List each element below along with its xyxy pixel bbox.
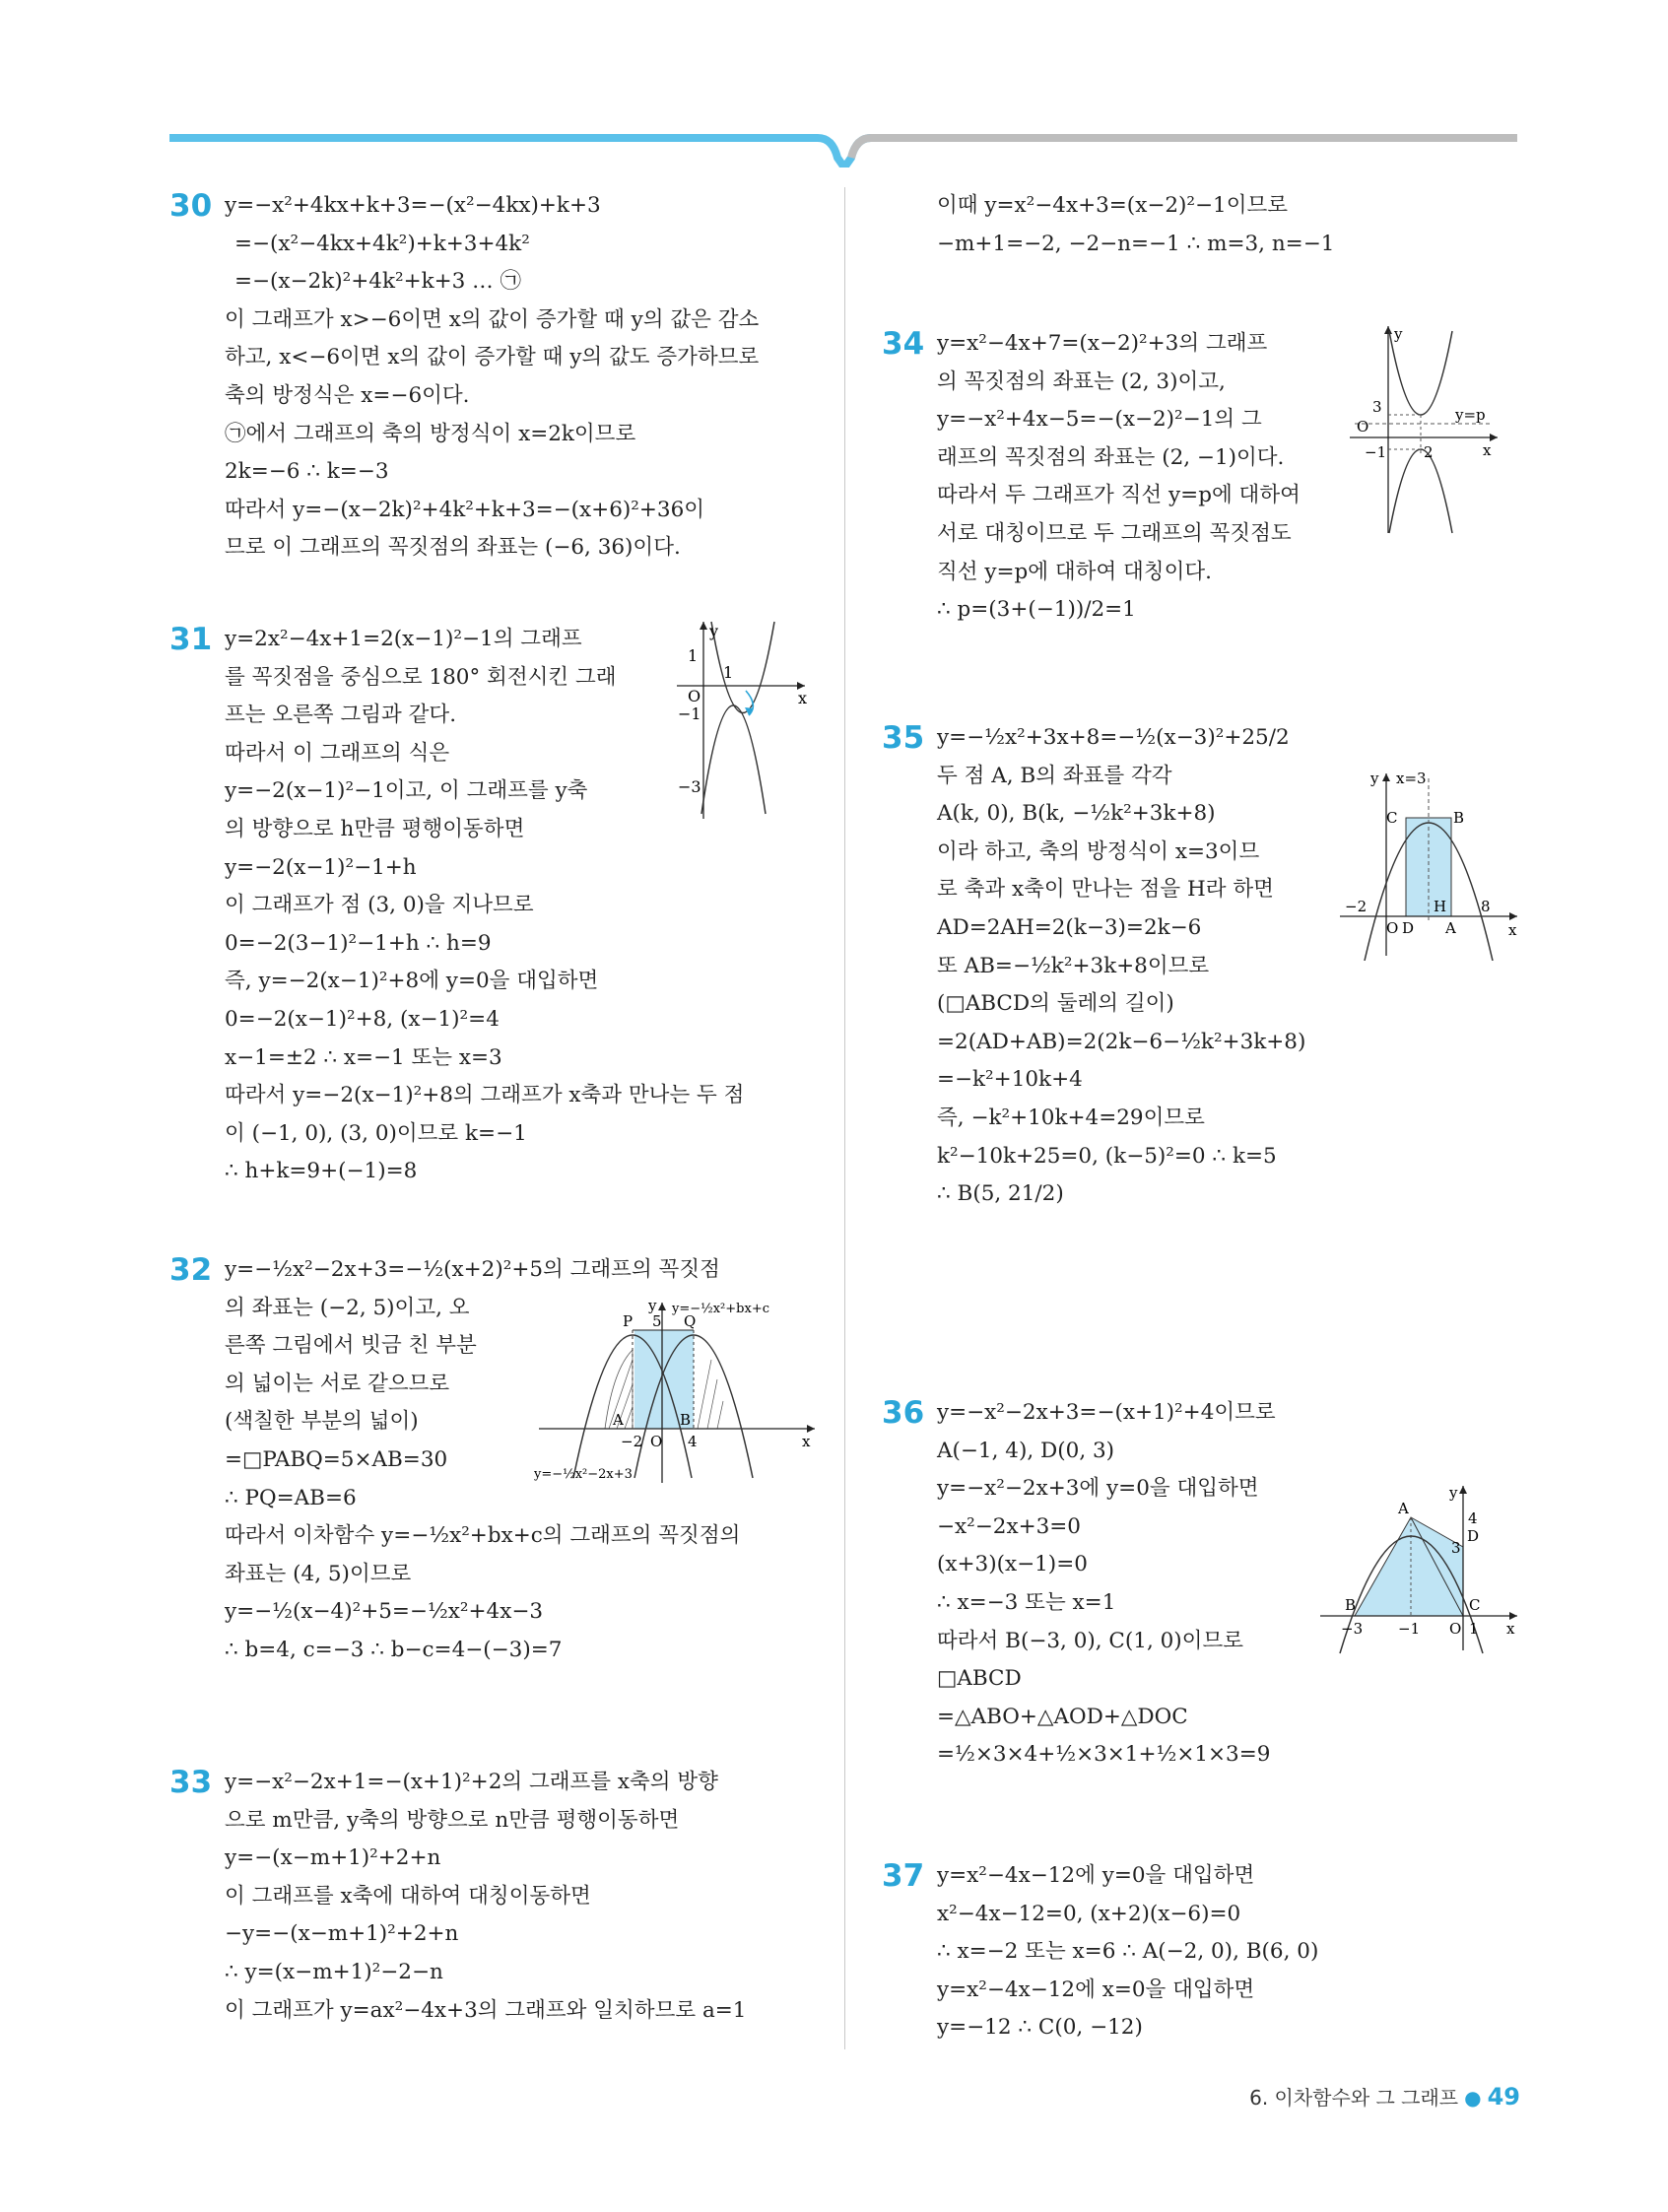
solution-line: =−k²+10k+4: [937, 1067, 1083, 1093]
solution-line: (색칠한 부분의 넓이): [225, 1409, 419, 1435]
graph-label: 4: [1468, 1509, 1478, 1527]
graph-label: −2: [1345, 898, 1368, 915]
solution-line: x²−4x−12=0, (x+2)(x−6)=0: [937, 1901, 1241, 1926]
solution-line: y=x²−4x+7=(x−2)²+3의 그래프: [937, 331, 1268, 356]
graph-label: D: [1402, 919, 1415, 937]
solution-line: 므로 이 그래프의 꼭짓점의 좌표는 (−6, 36)이다.: [225, 535, 681, 561]
solution-line: −y=−(x−m+1)²+2+n: [225, 1921, 459, 1947]
graph-label: y=−½x²+bx+c: [672, 1302, 769, 1316]
graph-label: 1: [1469, 1620, 1479, 1638]
solution-line: 의 꼭짓점의 좌표는 (2, 3)이고,: [937, 369, 1226, 394]
solution-line: 래프의 꼭짓점의 좌표는 (2, −1)이다.: [937, 444, 1285, 470]
solution-line: 즉, −k²+10k+4=29이므로: [937, 1105, 1205, 1130]
solution-line: 두 점 A, B의 좌표를 각각: [937, 763, 1172, 788]
solution-line: 좌표는 (4, 5)이므로: [225, 1561, 412, 1586]
graph-36: [1315, 1478, 1522, 1655]
graph-label: −1: [1398, 1620, 1421, 1638]
graph-label: x: [1508, 921, 1517, 939]
graph-label: O: [650, 1433, 663, 1450]
solution-line: 하고, x<−6이면 x의 값이 증가할 때 y의 값도 증가하므로: [225, 345, 760, 370]
solution-line: y=−2(x−1)²−1이고, 이 그래프를 y축: [225, 778, 588, 804]
graph-label: x: [1483, 441, 1492, 459]
solution-line: 따라서 B(−3, 0), C(1, 0)이므로: [937, 1628, 1243, 1653]
graph-label: C: [1469, 1596, 1481, 1614]
solution-line: −m+1=−2, −2−n=−1 ∴ m=3, n=−1: [937, 231, 1335, 256]
graph-label: y: [709, 622, 719, 640]
problem-number: 33: [169, 1765, 213, 1800]
solution-line: 0=−2(3−1)²−1+h ∴ h=9: [225, 930, 492, 956]
solution-line: =½×3×4+½×3×1+½×1×3=9: [937, 1742, 1271, 1768]
solution-line: ∴ x=−2 또는 x=6 ∴ A(−2, 0), B(6, 0): [937, 1939, 1319, 1965]
graph-label: B: [1453, 809, 1465, 827]
solution-line: 의 넓이는 서로 같으므로: [225, 1371, 450, 1396]
solution-line: y=−x²+4kx+k+3=−(x²−4kx)+k+3: [225, 193, 601, 218]
graph-label: 4: [688, 1433, 698, 1450]
solution-line: 프는 오른쪽 그림과 같다.: [225, 703, 457, 728]
solution-line: 즉, y=−2(x−1)²+8에 y=0을 대입하면: [225, 969, 599, 994]
solution-line: 이 그래프가 y=ax²−4x+3의 그래프와 일치하므로 a=1: [225, 1997, 747, 2023]
solution-line: 또 AB=−½k²+3k+8이므로: [937, 953, 1210, 978]
graph-35: [1335, 764, 1522, 961]
graph-label: x: [802, 1433, 811, 1450]
problem-number: 35: [882, 720, 925, 756]
solution-line: 이 그래프가 점 (3, 0)을 지나므로: [225, 893, 534, 918]
graph-label: x=3: [1396, 770, 1427, 787]
graph-label: −1: [678, 704, 701, 723]
solution-line: k²−10k+25=0, (k−5)²=0 ∴ k=5: [937, 1143, 1277, 1169]
graph-label: −1: [1365, 443, 1387, 461]
solution-line: 이라 하고, 축의 방정식이 x=3이므: [937, 838, 1260, 864]
solution-line: y=−x²−2x+3=−(x+1)²+4이므로: [937, 1400, 1276, 1425]
solution-line: y=−x²−2x+1=−(x+1)²+2의 그래프를 x축의 방향: [225, 1770, 718, 1794]
solution-line: 의 방향으로 h만큼 평행이동하면: [225, 816, 525, 841]
solution-line: ㉠에서 그래프의 축의 방정식이 x=2k이므로: [225, 421, 636, 446]
solution-line: 으로 m만큼, y축의 방향으로 n만큼 평행이동하면: [225, 1807, 680, 1833]
graph-label: 8: [1481, 898, 1491, 915]
solution-line: ∴ B(5, 21/2): [937, 1181, 1064, 1207]
graph-label: C: [1386, 809, 1398, 827]
graph-34: [1345, 321, 1502, 538]
page-footer: [1249, 2082, 1520, 2111]
solution-line: ∴ h+k=9+(−1)=8: [225, 1159, 418, 1184]
graph-label: Q: [684, 1312, 697, 1330]
solution-line: ∴ b=4, c=−3 ∴ b−c=4−(−3)=7: [225, 1637, 563, 1662]
graph-label: H: [1434, 898, 1447, 915]
solution-line: =△ABO+△AOD+△DOC: [937, 1704, 1188, 1729]
solution-line: y=−½(x−4)²+5=−½x²+4x−3: [225, 1599, 544, 1625]
solution-line: 따라서 y=−2(x−1)²+8의 그래프가 x축과 만나는 두 점: [225, 1083, 745, 1108]
graph-label: O: [1357, 418, 1369, 436]
graph-label: D: [1467, 1527, 1480, 1545]
solution-line: 서로 대칭이므로 두 그래프의 꼭짓점도: [937, 520, 1292, 546]
solution-line: 따라서 두 그래프가 직선 y=p에 대하여: [937, 483, 1301, 508]
solution-line: y=−½x²+3x+8=−½(x−3)²+25/2: [937, 725, 1290, 750]
graph-label: 5: [652, 1312, 662, 1330]
solution-line: ∴ y=(x−m+1)²−2−n: [225, 1959, 443, 1984]
graph-label: y=p: [1455, 406, 1486, 424]
solution-line: =−(x−2k)²+4k²+k+3 … ㉠: [234, 269, 522, 295]
problem-number: 31: [169, 622, 213, 657]
graph-label: y: [1449, 1484, 1458, 1502]
graph-label: B: [1345, 1596, 1357, 1614]
solution-line: 를 꼭짓점을 중심으로 180° 회전시킨 그래: [225, 664, 617, 690]
solution-line: ∴ PQ=AB=6: [225, 1485, 357, 1510]
graph-label: O: [1449, 1620, 1462, 1638]
solution-line: ∴ p=(3+(−1))/2=1: [937, 597, 1136, 623]
chapter-title: 6. 이차함수와 그 그래프: [1249, 2086, 1459, 2110]
solution-line: 0=−2(x−1)²+8, (x−1)²=4: [225, 1006, 500, 1032]
solution-line: 축의 방정식은 x=−6이다.: [225, 382, 470, 408]
solution-line: =□PABQ=5×AB=30: [225, 1446, 448, 1472]
solution-line: y=x²−4x−12에 x=0을 대입하면: [937, 1977, 1255, 2002]
graph-label: x: [1506, 1620, 1515, 1638]
solution-line: =2(AD+AB)=2(2k−6−½k²+3k+8): [937, 1029, 1306, 1054]
solution-line: y=−x²+4x−5=−(x−2)²−1의 그: [937, 407, 1262, 433]
graph-label: 3: [1372, 398, 1382, 416]
solution-line: AD=2AH=2(k−3)=2k−6: [937, 914, 1202, 940]
solution-line: 직선 y=p에 대하여 대칭이다.: [937, 559, 1212, 584]
solution-line: 의 좌표는 (−2, 5)이고, 오: [225, 1295, 470, 1320]
solution-line: y=−12 ∴ C(0, −12): [937, 2015, 1143, 2041]
solution-line: A(−1, 4), D(0, 3): [937, 1438, 1115, 1463]
graph-32: [534, 1291, 820, 1488]
bullet-icon: ●: [1464, 2086, 1482, 2110]
graph-label: A: [1398, 1500, 1409, 1517]
solution-line: y=2x²−4x+1=2(x−1)²−1의 그래프: [225, 627, 582, 651]
solution-line: y=x²−4x−12에 y=0을 대입하면: [937, 1863, 1255, 1888]
solution-line: 따라서 이차함수 y=−½x²+bx+c의 그래프의 꼭짓점의: [225, 1523, 741, 1549]
graph-label: x: [798, 689, 808, 707]
solution-line: 2k=−6 ∴ k=−3: [225, 459, 389, 485]
solution-line: y=−(x−m+1)²+2+n: [225, 1845, 441, 1871]
graph-label: 2: [1424, 443, 1434, 461]
page-number: 49: [1487, 2083, 1520, 2111]
solution-line: 따라서 y=−(x−2k)²+4k²+k+3=−(x+6)²+36이: [225, 497, 705, 522]
solution-line: (x+3)(x−1)=0: [937, 1552, 1088, 1577]
graph-label: 1: [723, 663, 734, 682]
graph-label: O: [688, 687, 701, 705]
solution-line: x−1=±2 ∴ x=−1 또는 x=3: [225, 1044, 502, 1070]
graph-label: A: [613, 1411, 624, 1429]
graph-label: 3: [1451, 1539, 1461, 1557]
solution-line: y=−½x²−2x+3=−½(x+2)²+5의 그래프의 꼭짓점: [225, 1257, 720, 1282]
graph-label: −2: [621, 1433, 643, 1450]
solution-line: 이때 y=x²−4x+3=(x−2)²−1이므로: [937, 193, 1289, 218]
solution-line: 이 그래프를 x축에 대하여 대칭이동하면: [225, 1883, 591, 1909]
solution-line: (□ABCD의 둘레의 길이): [937, 991, 1174, 1017]
graph-label: O: [1386, 919, 1399, 937]
graph-label: −3: [678, 777, 701, 796]
solution-line: −x²−2x+3=0: [937, 1513, 1081, 1539]
header-bar: [0, 0, 1668, 168]
solution-line: □ABCD: [937, 1666, 1022, 1692]
graph-label: 1: [688, 646, 699, 665]
graph-label: P: [623, 1312, 634, 1330]
solution-line: A(k, 0), B(k, −½k²+3k+8): [937, 801, 1216, 827]
solution-line: 따라서 이 그래프의 식은: [225, 740, 450, 766]
solution-line: ∴ x=−3 또는 x=1: [937, 1589, 1116, 1615]
solution-line: y=−x²−2x+3에 y=0을 대입하면: [937, 1476, 1259, 1502]
problem-number: 30: [169, 188, 213, 224]
solution-line: 로 축과 x축이 만나는 점을 H라 하면: [937, 877, 1274, 903]
problem-number: 37: [882, 1858, 925, 1894]
graph-label: y: [648, 1297, 657, 1314]
problem-number: 32: [169, 1252, 213, 1288]
solution-line: =−(x²−4kx+4k²)+k+3+4k²: [234, 231, 530, 256]
graph-label: y=−½x²−2x+3: [534, 1467, 633, 1482]
problem-number: 34: [882, 326, 925, 362]
graph-label: y: [1394, 325, 1403, 343]
graph-label: −3: [1341, 1620, 1364, 1638]
solution-line: 른쪽 그림에서 빗금 친 부분: [225, 1333, 477, 1359]
graph-label: A: [1445, 919, 1456, 937]
solution-line: 이 (−1, 0), (3, 0)이므로 k=−1: [225, 1120, 527, 1146]
problem-number: 36: [882, 1395, 925, 1431]
graph-label: y: [1370, 770, 1379, 787]
graph-label: B: [680, 1411, 692, 1429]
column-divider: [844, 187, 845, 2049]
solution-line: 이 그래프가 x>−6이면 x의 값이 증가할 때 y의 값은 감소: [225, 306, 760, 332]
graph-31: [672, 617, 810, 824]
solution-line: y=−2(x−1)²−1+h: [225, 854, 417, 880]
